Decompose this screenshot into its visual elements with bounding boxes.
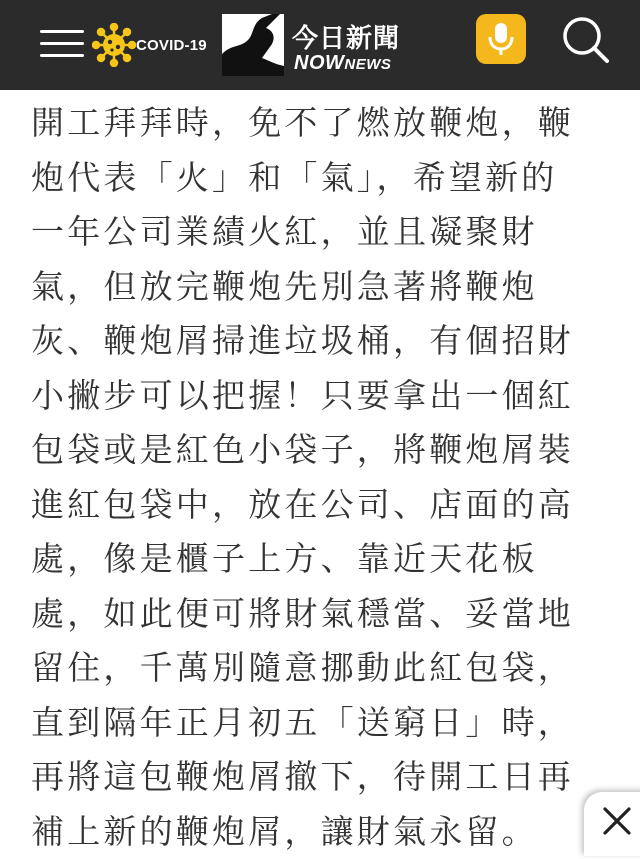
- menu-line: [40, 42, 84, 45]
- logo-news: NEWS: [344, 56, 391, 73]
- menu-line: [40, 30, 84, 33]
- microphone-icon: [486, 21, 516, 57]
- search-button[interactable]: [560, 14, 612, 66]
- logo-english-text: [294, 52, 391, 75]
- article-line: 開工拜拜時，免不了燃放鞭炮，鞭: [31, 96, 611, 151]
- voice-button[interactable]: [476, 14, 526, 64]
- article-line: 氣，但放完鞭炮先別急著將鞭炮: [31, 260, 611, 315]
- close-icon: [600, 804, 634, 838]
- article-line: 再將這包鞭炮屑撤下，待開工日再: [31, 750, 611, 805]
- article-line: 小撇步可以把握！只要拿出一個紅: [31, 369, 611, 424]
- coronavirus-icon: [92, 23, 136, 67]
- article-line: 補上新的鞭炮屑，讓財氣永留。: [31, 805, 611, 859]
- covid-label: COVID-19: [136, 37, 207, 54]
- covid-19-link[interactable]: [92, 18, 207, 72]
- article-line: 炮代表「火」和「氣」，希望新的: [31, 151, 611, 206]
- nownews-logo[interactable]: [222, 14, 432, 76]
- article-line: 灰、鞭炮屑掃進垃圾桶，有個招財: [31, 314, 611, 369]
- article-line: 包袋或是紅色小袋子，將鞭炮屑裝: [31, 423, 611, 478]
- article-body: [31, 96, 611, 859]
- menu-line: [40, 54, 84, 57]
- article-line: 直到隔年正月初五「送窮日」時，: [31, 696, 611, 751]
- logo-chinese-text: 今日新聞: [292, 18, 400, 55]
- search-icon: [560, 14, 612, 66]
- hamburger-menu-icon[interactable]: [40, 28, 84, 60]
- close-ad-button[interactable]: [584, 792, 640, 856]
- article-line: 一年公司業績火紅，並且凝聚財: [31, 205, 611, 260]
- article-line: 處，如此便可將財氣穩當、妥當地: [31, 587, 611, 642]
- top-navigation-bar: [0, 0, 640, 90]
- logo-now: NOW: [294, 52, 344, 74]
- article-line: 處，像是櫃子上方、靠近天花板: [31, 532, 611, 587]
- article-line: 進紅包袋中，放在公司、店面的高: [31, 478, 611, 533]
- logo-mark-icon: [222, 14, 284, 76]
- article-line: 留住，千萬別隨意挪動此紅包袋，: [31, 641, 611, 696]
